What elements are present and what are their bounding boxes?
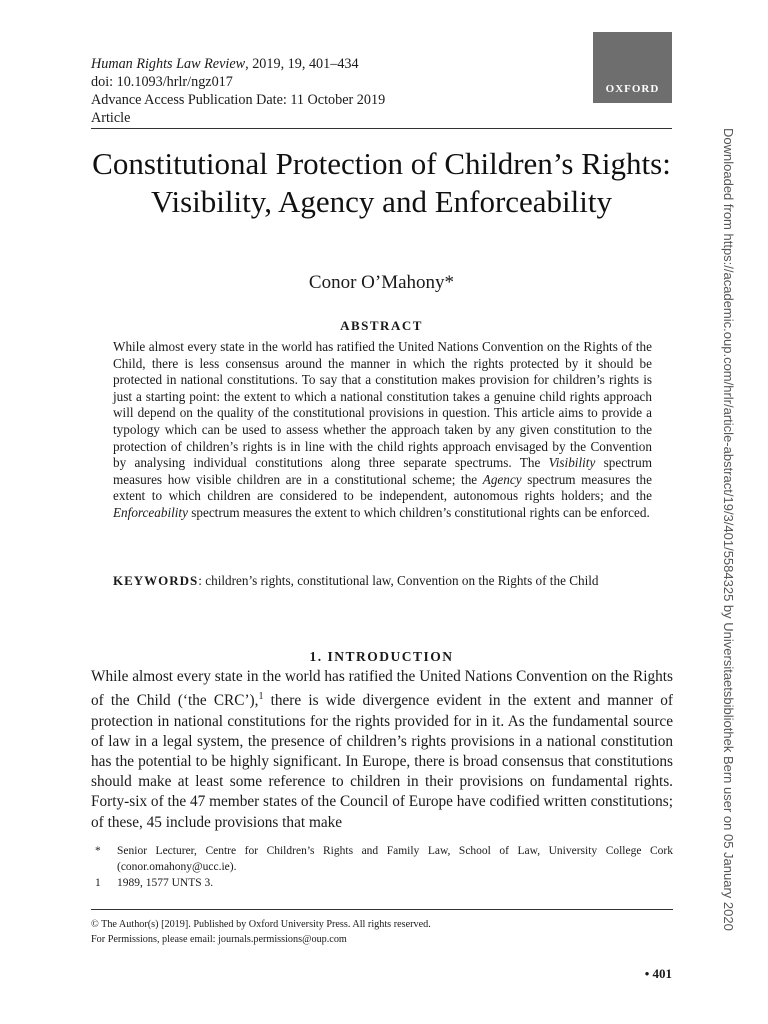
abstract-term-visibility: Visibility — [548, 455, 596, 471]
abstract-text: spectrum measures the extent to which children’s constitutional rights can be enforced. — [187, 504, 650, 520]
advance-access-date: Advance Access Publication Date: 11 October 2019 — [91, 92, 386, 108]
keywords-label: KEYWORDS — [113, 573, 199, 588]
abstract-text: spectrum measures the extent to which children are considered to be independent, autonomous rights holders; and the — [113, 471, 652, 504]
journal-volume-pages: , 2019, 19, 401–434 — [245, 56, 359, 72]
abstract-term-agency: Agency — [482, 471, 522, 487]
footnotes — [91, 843, 673, 891]
doi[interactable]: doi: 10.1093/hrlr/ngz017 — [91, 74, 233, 90]
introduction-text: there is wide divergence evident in the extent and manner of protection in national constitutions for the rights provided for in it. As the fundamental source of law in a legal system, the presence of children’s rights provisions in a national constitution has the potential to be highly significant. In Europe, there is broad consensus that constitutions should make at least some reference to children in their provisions on fundamental rights. Forty-six of the 47 member states of the Council of Europe have codified written constitutions; of these, 45 include provisions that make — [91, 692, 674, 831]
copyright-line: © The Author(s) [2019]. Published by Oxford University Press. All rights reserved. — [91, 919, 431, 930]
footnote-reference[interactable]: 1 — [258, 691, 264, 703]
introduction-text: While almost every state in the world has ratified the United Nations Convention on the Rights of the Child (‘the CRC’), — [91, 668, 673, 710]
keywords-list: : children’s rights, constitutional law, Convention on the Rights of the Child — [198, 573, 599, 588]
article-title: Constitutional Protection of Children’s Rights: Visibility, Agency and Enforceability — [92, 146, 671, 219]
keywords — [113, 572, 673, 589]
footnote-mark: * — [95, 845, 101, 857]
journal-name: Human Rights Law Review — [91, 56, 246, 72]
header-divider — [91, 128, 672, 129]
abstract-body — [113, 339, 652, 522]
oxford-logo — [593, 32, 672, 103]
oxford-logo-text: OXFORD — [605, 83, 660, 95]
footnote-mark: 1 — [95, 877, 101, 889]
footnote-text: 1989, 1577 UNTS 3. — [117, 877, 214, 889]
author-name: Conor O’Mahony* — [308, 272, 455, 293]
download-watermark: Downloaded from https://academic.oup.com/hrlr/article-abstract/19/3/401/5584325 by Universitaetsbibliothek Bern user on 05 January 2020 — [721, 128, 736, 931]
abstract-term-enforceability: Enforceability — [113, 504, 188, 520]
permissions-line: For Permissions, please email: journals.permissions@oup.com — [91, 934, 347, 945]
footnote-text: Senior Lecturer, Centre for Children’s Rights and Family Law, School of Law, University College Cork (conor.omahony@ucc.ie). — [117, 845, 673, 873]
journal-header — [91, 55, 511, 127]
abstract-text: spectrum measures how visible children are in a constitutional scheme; the — [113, 455, 653, 487]
copyright-notice — [91, 917, 673, 947]
section-heading-introduction: 1. INTRODUCTION — [309, 649, 454, 664]
journal-citation — [91, 55, 511, 73]
footnote-1 — [91, 875, 673, 891]
abstract-heading: ABSTRACT — [340, 318, 423, 333]
footer-divider — [91, 909, 673, 910]
abstract-text: While almost every state in the world has ratified the United Nations Convention on the Rights of the Child, there is less consensus around the manner in which the rights protected by it should be protected in national constitutions. To say that a constitution makes provision for children’s rights is just a starting point: the extent to which a national constitution takes a genuine child rights approach will depend on the quality of the constitutional provisions in question. This article aims to provide a typology which can be used to assess whether the approach taken by any given constitution to the protection of children’s rights is in line with the child rights approach envisaged by the Convention by analysing individual constitutions along three separate spectrums. The — [113, 339, 652, 471]
introduction-body — [91, 667, 673, 833]
article-type: Article — [91, 110, 131, 126]
page-number: • 401 — [644, 966, 672, 981]
footnote-author — [91, 843, 673, 875]
